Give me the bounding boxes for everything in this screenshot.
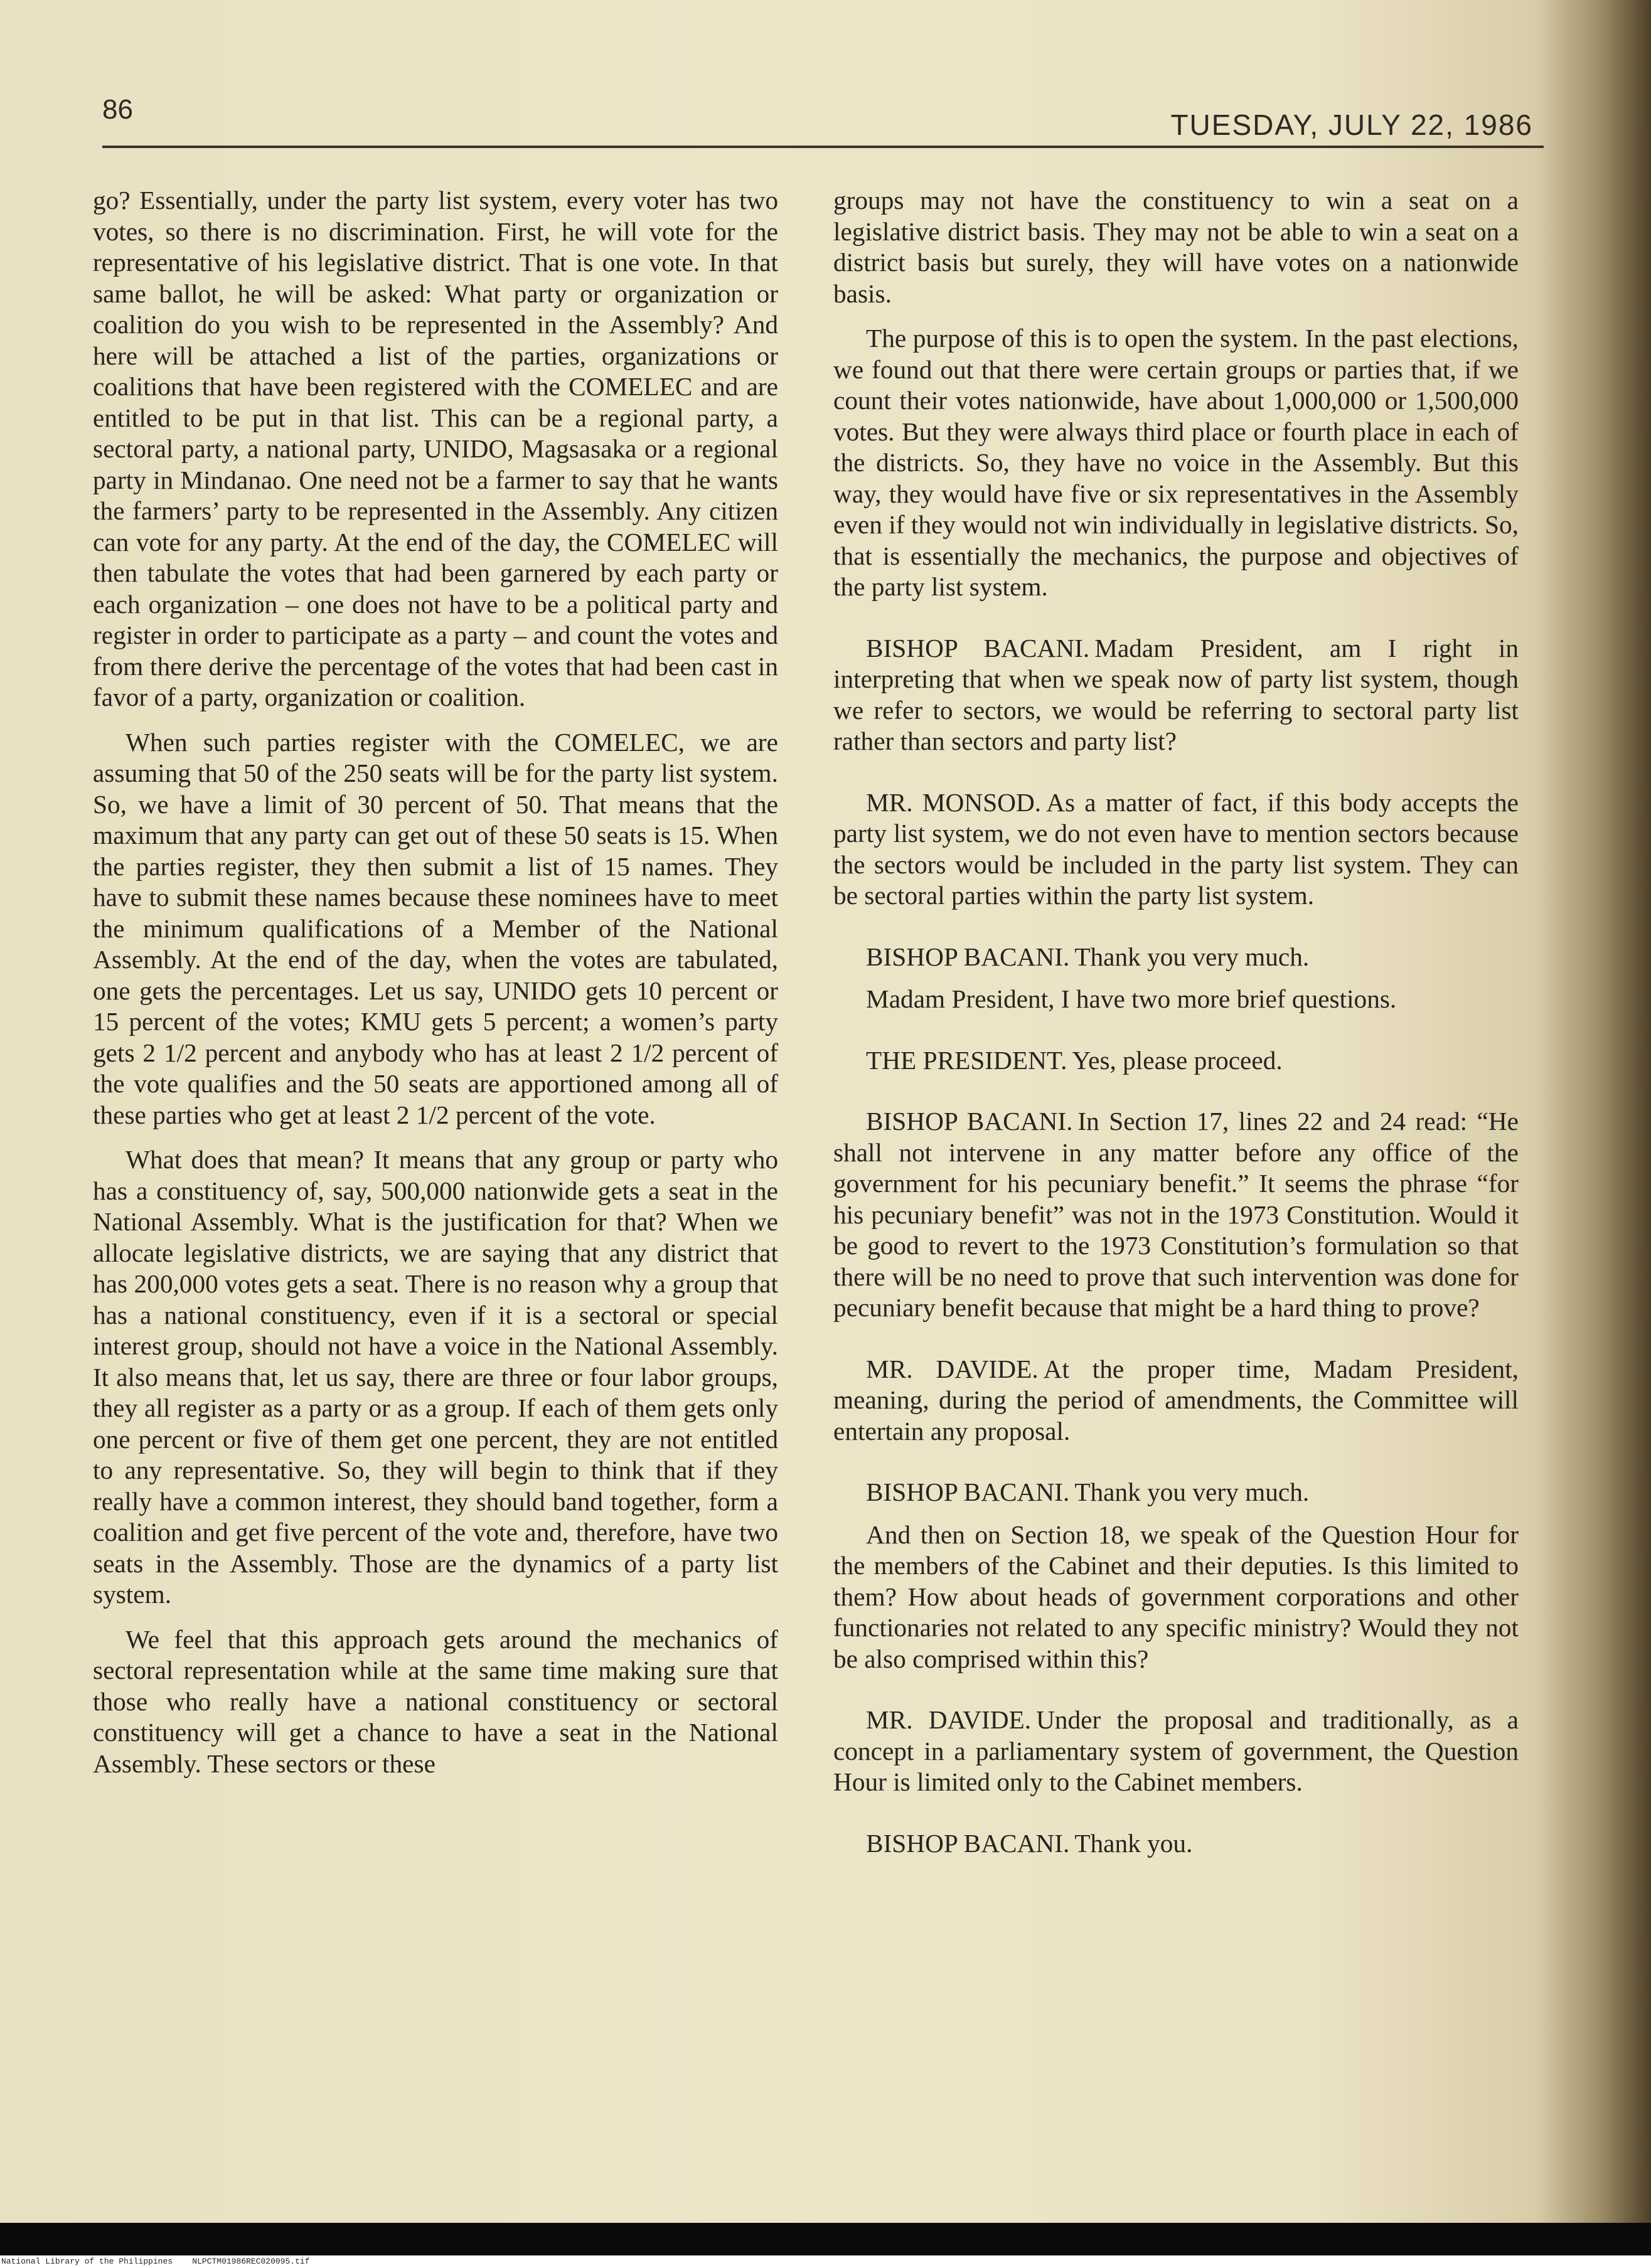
speech-paragraph [833,1477,1519,1508]
paragraph: groups may not have the constituency to win a seat on a legislative district basis. They may not be able to win a seat on a district basis but surely, they will have votes on a nationwide basis. [833,186,1519,308]
speaker-name: BISHOP BACANI. [866,1107,1073,1136]
speech-paragraph [833,1828,1519,1860]
speech-paragraph [833,787,1519,912]
speech-text: As a matter of fact, if this body accepts the party list system, we do not even have to mention sectors because the sectors would be included in the party list system. They can be sectoral parties within the party list system. [833,787,1519,910]
speaker-name: BISHOP BACANI. [866,942,1070,971]
speaker-name: BISHOP BACANI. [866,633,1090,663]
left-column [93,185,778,1779]
speaker-name: BISHOP BACANI. [866,1828,1070,1858]
paragraph: What does that mean? It means that any group or party who has a constituency of, say, 500,000 nationwide gets a seat in the National Assembly. What is the justification for that? When we allocate legislative districts, we are saying that any district that has 200,000 votes gets a seat. There is no reason why a group that has a national constituency, even if it is a sectoral or special interest group, should not have a voice in the National Assembly. It also means that, let us say, there are three or four labor groups, they all register as a party or as a group. If each of them gets only one percent or five of them get one percent, they are not entitled to any representative. So, they will begin to think that if they really have a common interest, they should band together, form a coalition and get five percent of the vote and, therefore, have two seats in the Assembly. Those are the dynamics of a party list system. [93,1145,778,1609]
speech-paragraph [833,1354,1519,1447]
scan-filename: NLPCTM01986REC020095.tif [192,2257,310,2266]
speech-text: Madam President, am I right in interpreting that when we speak now of party list system, though we refer to sectors, we would be referring to sectoral party list rather than sectors and party list? [833,633,1519,755]
scan-bottom-band [0,2223,1651,2255]
running-header-date: TUESDAY, JULY 22, 1986 [1170,109,1533,141]
speech-text: Yes, please proceed. [1072,1045,1283,1075]
page-number: 86 [102,94,133,125]
speech-text: Under the proposal and traditionally, as a concept in a parliamentary system of government, the Question Hour is limited only to the Cabinet members. [833,1705,1519,1796]
speech-paragraph [833,1705,1519,1798]
scan-footer-label [1,2257,310,2266]
right-column [833,185,1519,1859]
speech-text: Thank you very much. [1074,1477,1310,1506]
speech-text: Thank you. [1074,1828,1193,1858]
speaker-name: MR. DAVIDE. [866,1705,1032,1734]
paragraph: go? Essentially, under the party list system, every voter has two votes, so there is no discrimination. First, he will vote for the representative of his legislative district. That is one vote. In that same ballot, he will be asked: What party or organization or coalition do you wish to be represented in the Assembly? And here will be attached a list of the parties, organizations or coalitions that have been registered with the COMELEC and are entitled to be put in that list. This can be a regional party, a sectoral party, a national party, UNIDO, Magsasaka or a regional party in Mindanao. One need not be a farmer to say that he wants the farmers’ party to be represented in the Assembly. Any citizen can vote for any party. At the end of the day, the COMELEC will then tabulate the votes that had been garnered by each party or each organization – one does not have to be a political party and register in order to participate as a party – and count the votes and from there derive the percentage of the votes that had been cast in favor of a party, organization or coalition. [93,186,778,711]
library-name: National Library of the Philippines [1,2257,173,2266]
speaker-name: MR. MONSOD. [866,787,1042,817]
speech-paragraph [833,1106,1519,1324]
speech-paragraph [833,1045,1519,1077]
paragraph: Madam President, I have two more brief questions. [866,984,1397,1013]
speech-text: In Section 17, lines 22 and 24 read: “He shall not intervene in any matter before any office of the government for his pecuniary benefit.” It seems the phrase “for his pecuniary benefit” was not in the 1973 Constitution. Would it be good to revert to the 1973 Constitution’s formulation so that there will be no need to prove that such intervention was done for pecuniary benefit because that might be a hard thing to prove? [833,1107,1519,1322]
paragraph: We feel that this approach gets around the mechanics of sectoral representation while at the same time making sure that those who really have a national constituency or sectoral constituency will get a chance to have a seat in the National Assembly. These sectors or these [93,1624,778,1778]
speech-text: At the proper time, Madam President, meaning, during the period of amendments, the Committee will entertain any proposal. [833,1354,1519,1445]
speech-paragraph [833,942,1519,973]
speech-text: Thank you very much. [1074,942,1310,971]
header-rule [102,146,1544,148]
paragraph: And then on Section 18, we speak of the Question Hour for the members of the Cabinet and their deputies. Is this limited to them? How about heads of government corporations and other functionaries not related to any specific ministry? Would they not be also comprised within this? [833,1520,1519,1673]
paragraph: The purpose of this is to open the system. In the past elections, we found out that there were certain groups or parties that, if we count their votes nationwide, have about 1,000,000 or 1,500,000 votes. But they were always third place or fourth place in each of the districts. So, they have no voice in the Assembly. But this way, they would have five or six representatives in the Assembly even if they would not win individually in legislative districts. So, that is essentially the mechanics, the purpose and objectives of the party list system. [833,324,1519,601]
paragraph: When such parties register with the COMELEC, we are assuming that 50 of the 250 seats will be for the party list system. So, we have a limit of 30 percent of 50. That means that the maximum that any party can get out of these 50 seats is 15. When the parties register, they then submit a list of 15 names. They have to submit these names because these nominees have to meet the minimum qualifications of a Member of the National Assembly. At the end of the day, when the votes are tabulated, one gets the percentages. Let us say, UNIDO gets 10 percent or 15 percent of the votes; KMU gets 5 percent; a women’s party gets 2 1/2 percent and anybody who has at least 2 1/2 percent of the vote qualifies and the 50 seats are apportioned among all of these parties who get at least 2 1/2 percent of the vote. [93,727,778,1129]
speech-paragraph [833,633,1519,757]
speaker-name: THE PRESIDENT. [866,1045,1067,1075]
speaker-name: BISHOP BACANI. [866,1477,1070,1506]
speaker-name: MR. DAVIDE. [866,1354,1039,1383]
